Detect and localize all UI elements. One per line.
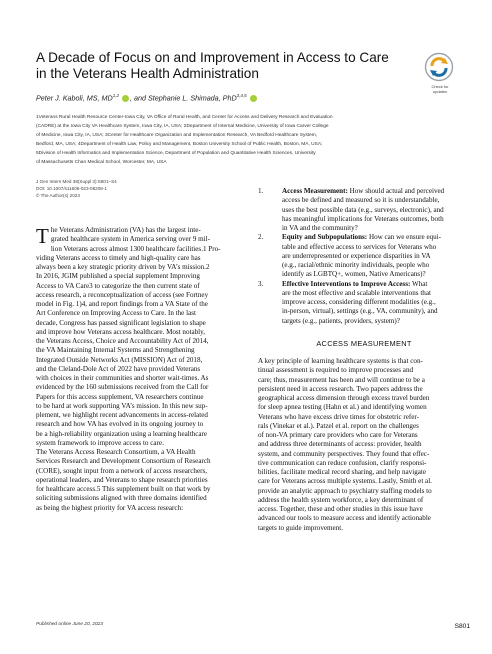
priority-line: in VA and the community?: [282, 224, 358, 232]
priority-list: [258, 187, 470, 326]
body-line: and the Cleland-Dole Act of 2022 have provided Veterans: [36, 364, 201, 373]
body-line: the Veterans Access, Choice and Accountability Act of 2014,: [36, 337, 209, 345]
author-name[interactable]: Stephanie L. Shimada, PhD: [147, 93, 237, 103]
author-line: [36, 93, 258, 102]
title-line: A Decade of Focus on and Improvement in Access to Care: [36, 50, 389, 65]
body-line: decade, Congress has passed significant legislation to shape: [36, 318, 206, 327]
body-line: care for Veterans across multiple systems. Lastly, Smith et al.: [258, 477, 432, 486]
priority-item: [258, 233, 470, 279]
title-line: in the Veterans Health Administration: [36, 66, 259, 81]
affiliation-line: Bedford, MA, USA; 4Department of Health Law, Policy and Management, Boston University School of Public Health, Boston, MA, USA;: [36, 142, 323, 147]
journal-citation: J Gen Intern Med 38(Suppl 3):S801–S4: [36, 179, 117, 184]
section-heading: ACCESS MEASUREMENT: [316, 338, 412, 348]
body-line: the VA Maintaining Internal Systems and Strengthening: [36, 346, 195, 355]
body-line: grated healthcare system in America serving over 9 mil-: [50, 235, 210, 244]
author-affil-sup: 1,2: [112, 93, 119, 98]
priority-label: Equity and Subpopulations:: [282, 233, 368, 242]
right-column: [258, 187, 470, 533]
body-line: (CORE), sought input from a network of access researchers,: [36, 466, 207, 475]
body-line: soliciting submissions aligned with three domains identified: [36, 494, 207, 503]
body-line: of non-VA primary care providers who care for Veterans: [258, 431, 418, 439]
priority-line: table and effective access to services for Veterans who: [282, 242, 437, 251]
body-line: be a high-reliability organization using a learning healthcare: [36, 429, 208, 438]
citation-meta: [36, 178, 117, 199]
body-line: to be hard at work supporting VA’s mission. In this new sup-: [36, 401, 208, 410]
body-line: system, and community perspectives. They found that effec-: [258, 449, 430, 458]
priority-number: 1.: [258, 187, 264, 195]
body-line: advanced our tools to measure access and identify actionable: [258, 514, 431, 523]
body-line: research and how VA has evolved in its ongoing journey to: [36, 420, 204, 429]
body-line: model in Fig. 1)4, and report findings from a VA State of the: [36, 300, 208, 308]
badge-text-line: updates: [432, 89, 448, 94]
body-line: A key principle of learning healthcare systems is that con-: [258, 357, 423, 365]
priority-line: improve access, considering different modalities (e.g.,: [282, 298, 436, 306]
priority-item: [258, 187, 470, 233]
orcid-icon[interactable]: [250, 95, 257, 102]
body-line: evidenced by the 160 submissions received from the Call for: [36, 383, 209, 392]
body-line: bilities, facilitate medical record sharing, and help navigate: [258, 468, 427, 476]
right-body-lines: [258, 357, 470, 533]
badge-text-line: Check for: [431, 84, 449, 89]
author-separator: , and: [129, 93, 148, 103]
body-line: Art Conference on Improving Access to Care. In the last: [36, 309, 196, 318]
body-line: for sleep apnea testing (Hahn et al.) and identifying women: [258, 403, 427, 412]
priority-text: How can we ensure equi-: [367, 233, 442, 242]
body-line: provide an analytic approach to psychiatry staffing models to: [258, 486, 432, 495]
orcid-icon[interactable]: [122, 95, 129, 102]
body-line: Integrated Outside Networks Act (MISSION) Act of 2018,: [36, 355, 203, 364]
body-line: access research, a reconceptualization of access (see Fortney: [36, 290, 209, 299]
body-line: viding Veterans access to timely and high-quality care has: [36, 253, 201, 262]
priority-text: How should actual and perceived: [347, 187, 445, 195]
priority-text: What: [410, 279, 428, 288]
body-line: Access to VA Care3 to categorize the then current state of: [36, 281, 200, 290]
priority-line: (e.g., racial/ethnic minority individuals, people who: [282, 261, 430, 269]
body-line: rals (Vinekar et al.). Patzel et al. report on the challenges: [258, 421, 419, 430]
body-line: for healthcare access.5 This supplement built on that work by: [36, 485, 211, 493]
body-line: In 2016, JGIM published a special supplement Improving: [36, 272, 200, 281]
body-line: care; thus, measurement has been and will continue to be a: [258, 375, 425, 384]
affiliation-line: (CADRE) at the Iowa City VA Healthcare System, Iowa City, IA, USA; 2Department of Internal Medicine, University of Iowa Carver College: [36, 124, 329, 129]
body-line: lion Veterans across almost 1300 healthcare facilities.1 Pro-: [50, 244, 221, 253]
doi-link[interactable]: DOI: 10.1007/s11606-023-08208-1: [36, 186, 107, 191]
published-date: Published online June 20, 2023: [36, 622, 103, 627]
priority-line: [282, 187, 470, 196]
check-for-updates-label[interactable]: [418, 84, 462, 94]
body-line: operational leaders, and Veterans to shape research priorities: [36, 475, 208, 484]
body-line: targets to guide improvement.: [258, 523, 343, 532]
affiliation-line: of Medicine, Iowa City, IA, USA; 3Center for Healthcare Organization and Implementation Research, VA Bedford Healthcare System,: [36, 133, 318, 138]
body-line: access. Together, these and other studies in this issue have: [258, 505, 423, 513]
body-line: tinual assessment is required to improve processes and: [258, 366, 414, 375]
article-title: [36, 50, 406, 82]
priority-number: 2.: [258, 233, 264, 242]
priority-line: are underrepresented or experience disparities in VA: [282, 251, 431, 260]
priority-number: 3.: [258, 279, 264, 288]
priority-item: [258, 280, 470, 326]
body-line: with choices in their communities and shorter wait-times. As: [36, 374, 209, 382]
priority-line: [282, 280, 470, 289]
body-line: system framework to improve access to care.: [36, 438, 164, 447]
body-line: plement, we highlight recent advancements in access-related: [36, 411, 208, 419]
body-line: Services Research and Development Consortium of Research: [36, 457, 211, 466]
priority-line: targets (e.g., patients, providers, system)?: [282, 316, 400, 325]
body-line: tive communication can reduce confusion, clarify responsi-: [258, 458, 427, 467]
opening-paragraph: [36, 224, 246, 248]
priority-line: [282, 233, 470, 242]
body-line: geographical access dimension through excess travel burden: [258, 394, 430, 402]
author-affil-sup: 3,4,5: [236, 93, 247, 98]
body-line: he Veterans Administration (VA) has the largest inte-: [50, 226, 201, 234]
author-name[interactable]: Peter J. Kaboli, MS, MD: [36, 93, 113, 103]
affiliation-line: 1Veterans Rural Health Resource Center-Iowa City, VA Office of Rural Health, and Center for Access and Delivery Research and Evaluation: [36, 115, 333, 120]
priority-line: identify as LGBTQ+, women, Native Americans)?: [282, 270, 426, 279]
page-number: S801: [454, 623, 470, 630]
priority-line: uses the best possible data (e.g., surveys, electronic), and: [282, 205, 444, 214]
priority-label: Effective Interventions to Improve Access:: [282, 279, 411, 288]
check-for-updates-icon[interactable]: [424, 52, 454, 82]
priority-label: Access Measurement:: [282, 187, 348, 195]
body-line: always been a key strategic priority driven by VA’s mission.2: [36, 263, 210, 271]
body-line: Veterans who have excess drive times for obstetric refer-: [258, 412, 419, 421]
body-line: as being the highest priority for VA access research:: [36, 503, 184, 512]
body-line: persistent need in access research. Two papers address the: [258, 384, 423, 393]
body-line: and address three determinants of access: provider, health: [258, 440, 422, 449]
priority-line: are the most effective and scalable interventions that: [282, 288, 431, 297]
affiliation-line: of Massachusetts Chan Medical School, Worcester, MA, USA: [36, 160, 167, 165]
left-body-lines: [36, 245, 246, 513]
body-line: Papers for this access supplement, VA researchers continue: [36, 392, 204, 401]
drop-cap: T: [36, 224, 49, 248]
affiliations: [36, 113, 476, 167]
body-line: address the health system workforce, a key determinant of: [258, 495, 424, 504]
priority-line: has meaningful implications for Veterans outcomes, both: [282, 214, 444, 223]
priority-line: access be defined and measured so it is understandable,: [282, 196, 440, 205]
affiliation-line: 5Division of Health Informatics and Implementation Science, Department of Population and Quantitative Health Sciences, University: [36, 151, 316, 156]
body-line: The Veterans Access Research Consortium, a VA Health: [36, 448, 196, 456]
copyright: © The Author(s) 2023: [36, 193, 80, 198]
priority-line: in-person, virtual), settings (e.g., VA, community), and: [282, 307, 438, 316]
body-line: and improve how Veterans access healthcare. Most notably,: [36, 327, 206, 336]
left-column: [36, 226, 246, 513]
